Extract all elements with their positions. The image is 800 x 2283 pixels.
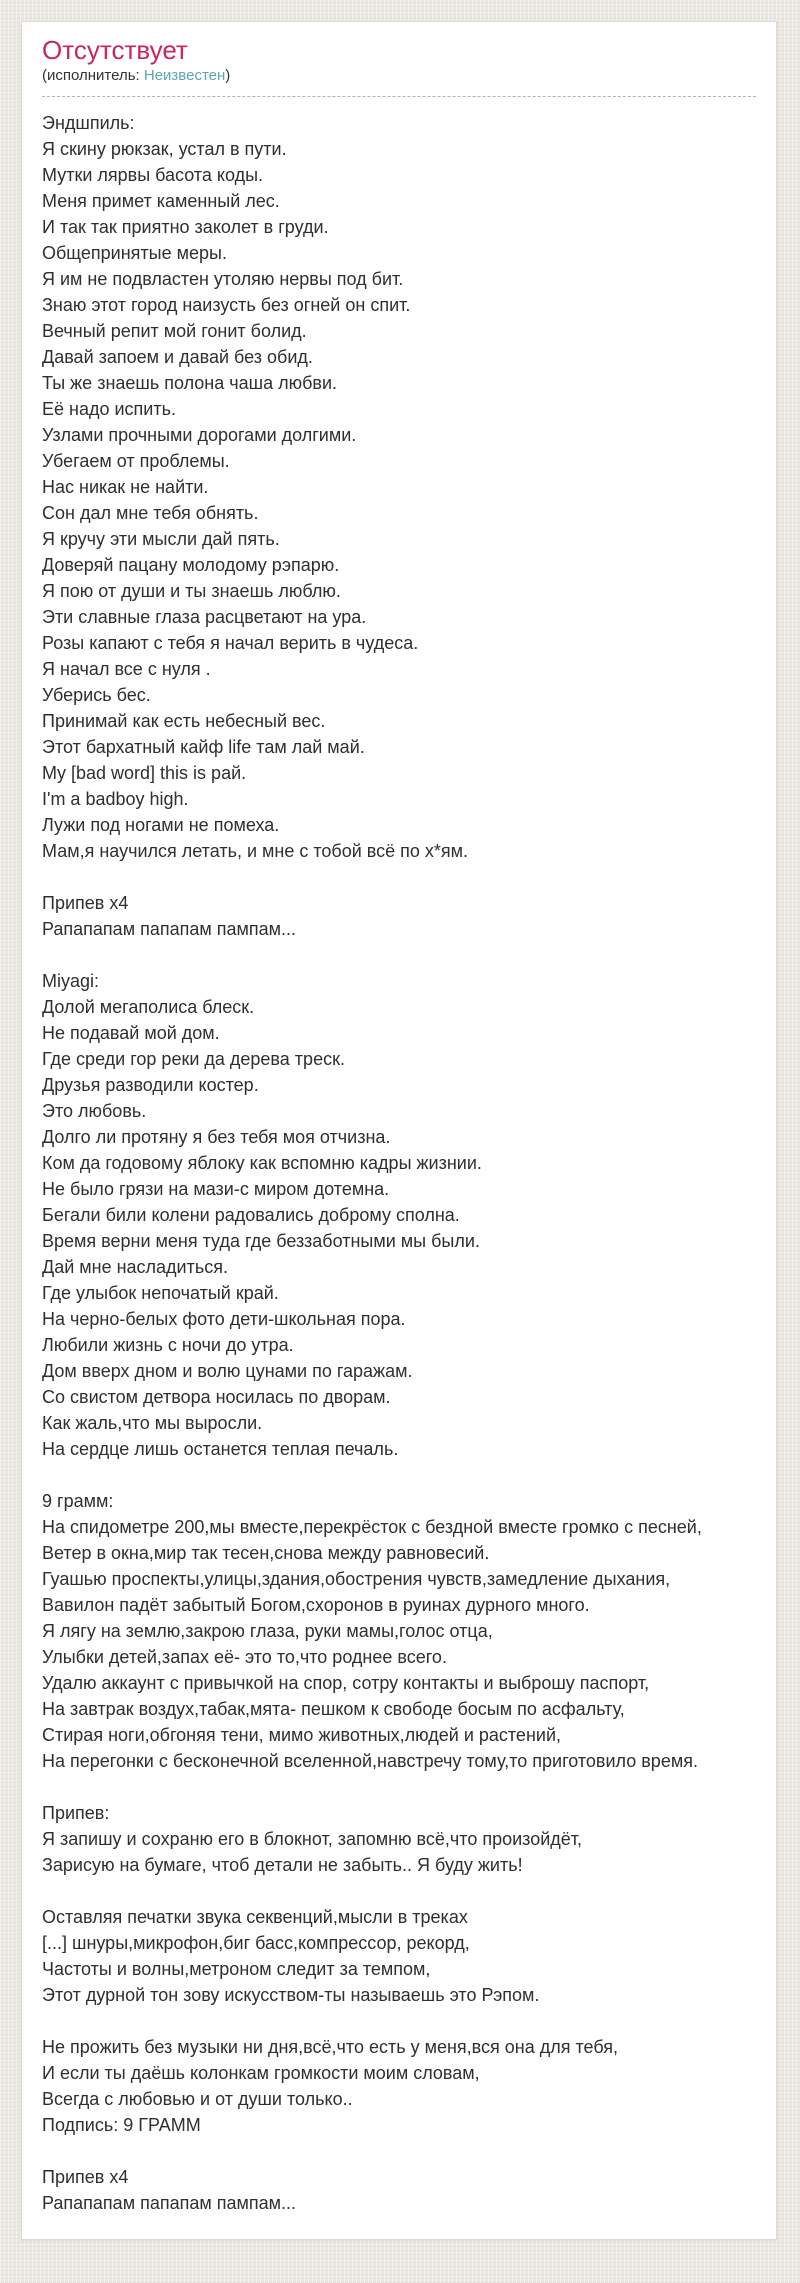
lyrics-line: И если ты даёшь колонкам громкости моим словам,: [42, 2063, 480, 2083]
lyrics-line: Знаю этот город наизусть без огней он спит.: [42, 295, 411, 315]
lyrics-line: Убегаем от проблемы.: [42, 451, 230, 471]
lyrics-line: И так так приятно заколет в груди.: [42, 217, 329, 237]
lyrics-line: Я запишу и сохраню его в блокнот, запомню всё,что произойдёт,: [42, 1829, 583, 1849]
lyrics-line: Ты же знаешь полона чаша любви.: [42, 373, 338, 393]
lyrics-line: На завтрак воздух,табак,мята- пешком к свободе босым по асфальту,: [42, 1699, 625, 1719]
song-title: Отсутствует: [42, 35, 188, 65]
lyrics-blank-line: [42, 2138, 756, 2164]
lyrics-line: Оставляя печатки звука секвенций,мысли в треках: [42, 1907, 468, 1927]
lyrics-line: Miyagi:: [42, 971, 100, 991]
lyrics-line: Узлами прочными дорогами долгими.: [42, 425, 357, 445]
lyrics-line: Я лягу на землю,закрою глаза, руки мамы,голос отца,: [42, 1621, 493, 1641]
lyrics-line: Нас никак не найти.: [42, 477, 209, 497]
artist-prefix: (исполнитель:: [42, 67, 144, 84]
lyrics-line: Частоты и волны,метроном следит за темпом,: [42, 1959, 431, 1979]
lyrics-line: Меня примет каменный лес.: [42, 191, 280, 211]
lyrics-line: Припев x4: [42, 893, 129, 913]
lyrics-text: [42, 110, 756, 2216]
lyrics-line: Рапапапам папапам пампам...: [42, 2193, 296, 2213]
page: [0, 21, 800, 2283]
lyrics-line: Доверяй пацану молодому рэпарю.: [42, 555, 340, 575]
lyrics-line: Гуашью проспекты,улицы,здания,обострения чувств,замедление дыхания,: [42, 1569, 671, 1589]
lyrics-line: Стирая ноги,обгоняя тени, мимо животных,людей и растений,: [42, 1725, 561, 1745]
lyrics-blank-line: [42, 864, 756, 890]
lyrics-line: Как жаль,что мы выросли.: [42, 1413, 263, 1433]
lyrics-line: Рапапапам папапам пампам...: [42, 919, 296, 939]
lyrics-line: 9 грамм:: [42, 1491, 114, 1511]
lyrics-line: Ветер в окна,мир так тесен,снова между равновесий.: [42, 1543, 490, 1563]
lyrics-line: Эти славные глаза расцветают на ура.: [42, 607, 367, 627]
lyrics-card: [21, 21, 777, 2240]
lyrics-line: На спидометре 200,мы вместе,перекрёсток с бездной вместе громко с песней,: [42, 1517, 702, 1537]
lyrics-line: На черно-белых фото дети-школьная пора.: [42, 1309, 406, 1329]
lyrics-line: Я начал все с нуля .: [42, 659, 211, 679]
lyrics-line: I'm a badboy high.: [42, 789, 189, 809]
lyrics-line: Розы капают с тебя я начал верить в чудеса.: [42, 633, 419, 653]
lyrics-line: Время верни меня туда где беззаботными мы были.: [42, 1231, 480, 1251]
lyrics-blank-line: [42, 2008, 756, 2034]
lyrics-line: Дай мне насладиться.: [42, 1257, 228, 1277]
lyrics-line: Этот бархатный кайф life там лай май.: [42, 737, 365, 757]
lyrics-line: Не подавай мой дом.: [42, 1023, 220, 1043]
lyrics-line: Я им не подвластен утоляю нервы под бит.: [42, 269, 404, 289]
lyrics-line: Где улыбок непочатый край.: [42, 1283, 279, 1303]
lyrics-blank-line: [42, 1462, 756, 1488]
lyrics-line: Я скину рюкзак, устал в пути.: [42, 139, 287, 159]
lyrics-line: Со свистом детвора носилась по дворам.: [42, 1387, 391, 1407]
lyrics-line: Любили жизнь с ночи до утра.: [42, 1335, 294, 1355]
lyrics-line: My [bad word] this is рай.: [42, 763, 247, 783]
lyrics-line: Улыбки детей,запах её- это то,что роднее всего.: [42, 1647, 447, 1667]
lyrics-line: Подпись: 9 ГРАММ: [42, 2115, 201, 2135]
lyrics-line: Её надо испить.: [42, 399, 176, 419]
lyrics-line: Вечный репит мой гонит болид.: [42, 321, 307, 341]
lyrics-line: Долго ли протяну я без тебя моя отчизна.: [42, 1127, 391, 1147]
lyrics-blank-line: [42, 1878, 756, 1904]
lyrics-line: Общепринятые меры.: [42, 243, 227, 263]
lyrics-line: Припев:: [42, 1803, 110, 1823]
lyrics-line: На перегонки с бесконечной вселенной,навстречу тому,то приготовило время.: [42, 1751, 698, 1771]
lyrics-line: Зарисую на бумаге, чтоб детали не забыть.. Я буду жить!: [42, 1855, 523, 1875]
lyrics-line: Не прожить без музыки ни дня,всё,что есть у меня,вся она для тебя,: [42, 2037, 619, 2057]
lyrics-line: Сон дал мне тебя обнять.: [42, 503, 259, 523]
lyrics-line: Я кручу эти мысли дай пять.: [42, 529, 280, 549]
lyrics-line: Лужи под ногами не помеха.: [42, 815, 280, 835]
lyrics-line: На сердце лишь останется теплая печаль.: [42, 1439, 399, 1459]
lyrics-line: Это любовь.: [42, 1101, 147, 1121]
lyrics-line: Не было грязи на мази-с миром дотемна.: [42, 1179, 390, 1199]
lyrics-line: Долой мегаполиса блеск.: [42, 997, 255, 1017]
song-header: [42, 35, 756, 97]
lyrics-line: Вавилон падёт забытый Богом,схоронов в руинах дурного много.: [42, 1595, 590, 1615]
lyrics-line: Давай запоем и давай без обид.: [42, 347, 313, 367]
lyrics-blank-line: [42, 942, 756, 968]
lyrics-line: [...] шнуры,микрофон,биг басс,компрессор, рекорд,: [42, 1933, 470, 1953]
lyrics-line: Я пою от души и ты знаешь люблю.: [42, 581, 341, 601]
lyrics-line: Удалю аккаунт с привычкой на спор, сотру контакты и выброшу паспорт,: [42, 1673, 650, 1693]
lyrics-line: Дом вверх дном и волю цунами по гаражам.: [42, 1361, 413, 1381]
lyrics-blank-line: [42, 1774, 756, 1800]
lyrics-line: Всегда с любовью и от души только..: [42, 2089, 353, 2109]
lyrics-line: Где среди гор реки да дерева треск.: [42, 1049, 345, 1069]
lyrics-line: Этот дурной тон зову искусством-ты называешь это Рэпом.: [42, 1985, 540, 2005]
artist-suffix: ): [225, 67, 231, 84]
lyrics-line: Друзья разводили костер.: [42, 1075, 259, 1095]
lyrics-line: Ком да годовому яблоку как вспомню кадры жизнии.: [42, 1153, 482, 1173]
lyrics-line: Мам,я научился летать, и мне с тобой всё по х*ям.: [42, 841, 469, 861]
lyrics-line: Эндшпиль:: [42, 113, 135, 133]
lyrics-line: Бегали били колени радовались доброму сполна.: [42, 1205, 460, 1225]
artist-line: [42, 65, 756, 86]
artist-link[interactable]: Неизвестен: [143, 67, 226, 84]
lyrics-line: Уберись бес.: [42, 685, 151, 705]
lyrics-line: Мутки лярвы басота коды.: [42, 165, 264, 185]
lyrics-line: Припев x4: [42, 2167, 129, 2187]
lyrics-line: Принимай как есть небесный вес.: [42, 711, 326, 731]
